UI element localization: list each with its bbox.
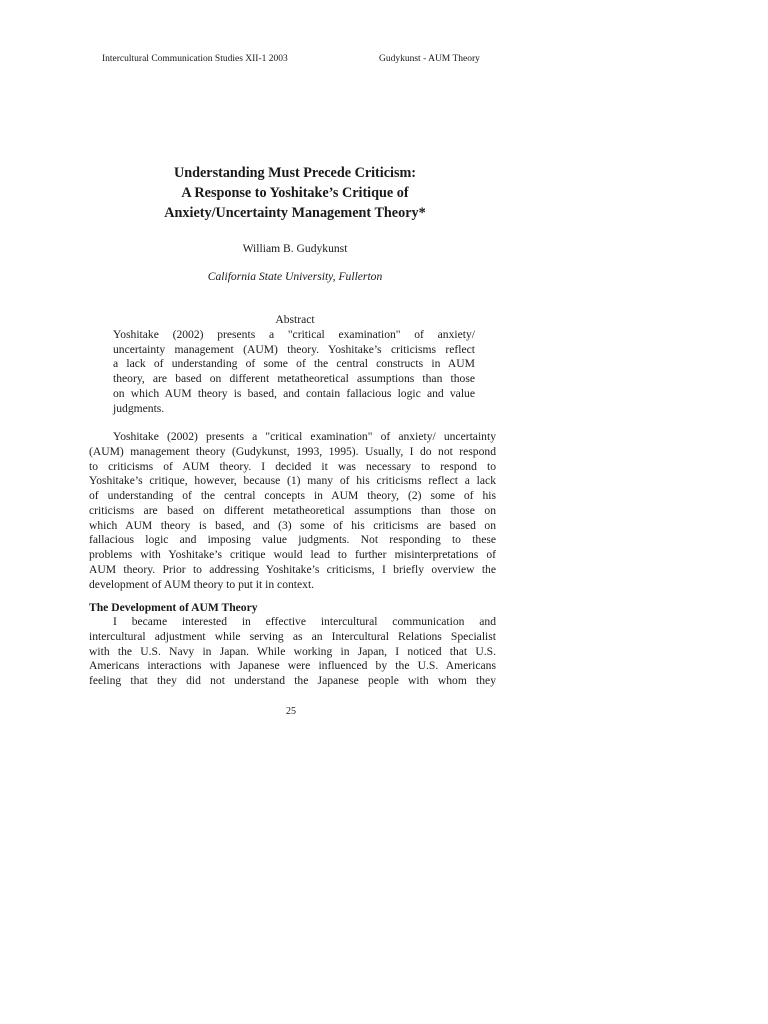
author-name: William B. Gudykunst [242, 242, 348, 255]
body-line: Yoshitake (2002) presents a "critical examination" of anxiety/ uncertainty [113, 430, 496, 443]
abstract-body [113, 328, 475, 416]
body-line: development of AUM theory to put it in context. [89, 577, 315, 591]
paper-title [100, 163, 490, 223]
section-heading: The Development of AUM Theory [89, 601, 258, 614]
body-line: intercultural adjustment while serving as an Intercultural Relations Specialist [89, 629, 496, 643]
abstract-heading: Abstract [275, 313, 315, 326]
running-header-left: Intercultural Communication Studies XII-1 2003 [102, 54, 288, 64]
abstract-line: a lack of understanding of some of the central constructs in AUM [113, 357, 475, 371]
body-line: fallacious logic and imposing value judgments. Not responding to these [89, 533, 496, 547]
abstract-line: judgments. [113, 401, 165, 415]
abstract-line: on which AUM theory is based, and contain fallacious logic and value [113, 386, 475, 400]
title-line: A Response to Yoshitake’s Critique of [181, 185, 409, 201]
section-paragraph [89, 615, 496, 689]
title-line: Understanding Must Precede Criticism: [173, 165, 417, 181]
abstract-line: Yoshitake (2002) presents a "critical examination" of anxiety/ [113, 328, 475, 341]
body-line: feeling that they did not understand the Japanese people with whom they [89, 674, 496, 687]
body-line: criticisms are based on different metatheoretical assumptions than those on [89, 503, 496, 517]
body-line: of understanding of the central concepts in AUM theory, (2) some of his [89, 489, 496, 502]
abstract-line: uncertainty management (AUM) theory. Yoshitake’s criticisms reflect [113, 342, 475, 356]
page-number: 25 [286, 706, 296, 717]
author-affiliation: California State University, Fullerton [207, 270, 383, 283]
body-line: with the U.S. Navy in Japan. While working in Japan, I noticed that U.S. [89, 644, 496, 658]
title-line: Anxiety/Uncertainty Management Theory* [164, 205, 426, 221]
body-line: to criticisms of AUM theory. I decided it was necessary to respond to [89, 459, 496, 473]
body-line: AUM theory. Prior to addressing Yoshitake’s criticisms, I briefly overview the [89, 562, 496, 576]
body-line: Americans interactions with Japanese were influenced by the U.S. Americans [89, 659, 496, 673]
body-line: I became interested in effective intercultural communication and [113, 615, 496, 628]
body-line: which AUM theory is based, and (3) some of his criticisms are based on [89, 518, 496, 532]
running-header-right: Gudykunst - AUM Theory [379, 54, 480, 64]
abstract-line: theory, are based on different metatheoretical assumptions than those [113, 372, 475, 386]
intro-paragraph [89, 430, 496, 592]
body-line: problems with Yoshitake’s critique would lead to further misinterpretations of [89, 548, 496, 561]
body-line: Yoshitake’s critique, however, because (1) many of his criticisms reflect a lack [89, 474, 496, 488]
body-line: (AUM) management theory (Gudykunst, 1993, 1995). Usually, I do not respond [89, 444, 496, 458]
